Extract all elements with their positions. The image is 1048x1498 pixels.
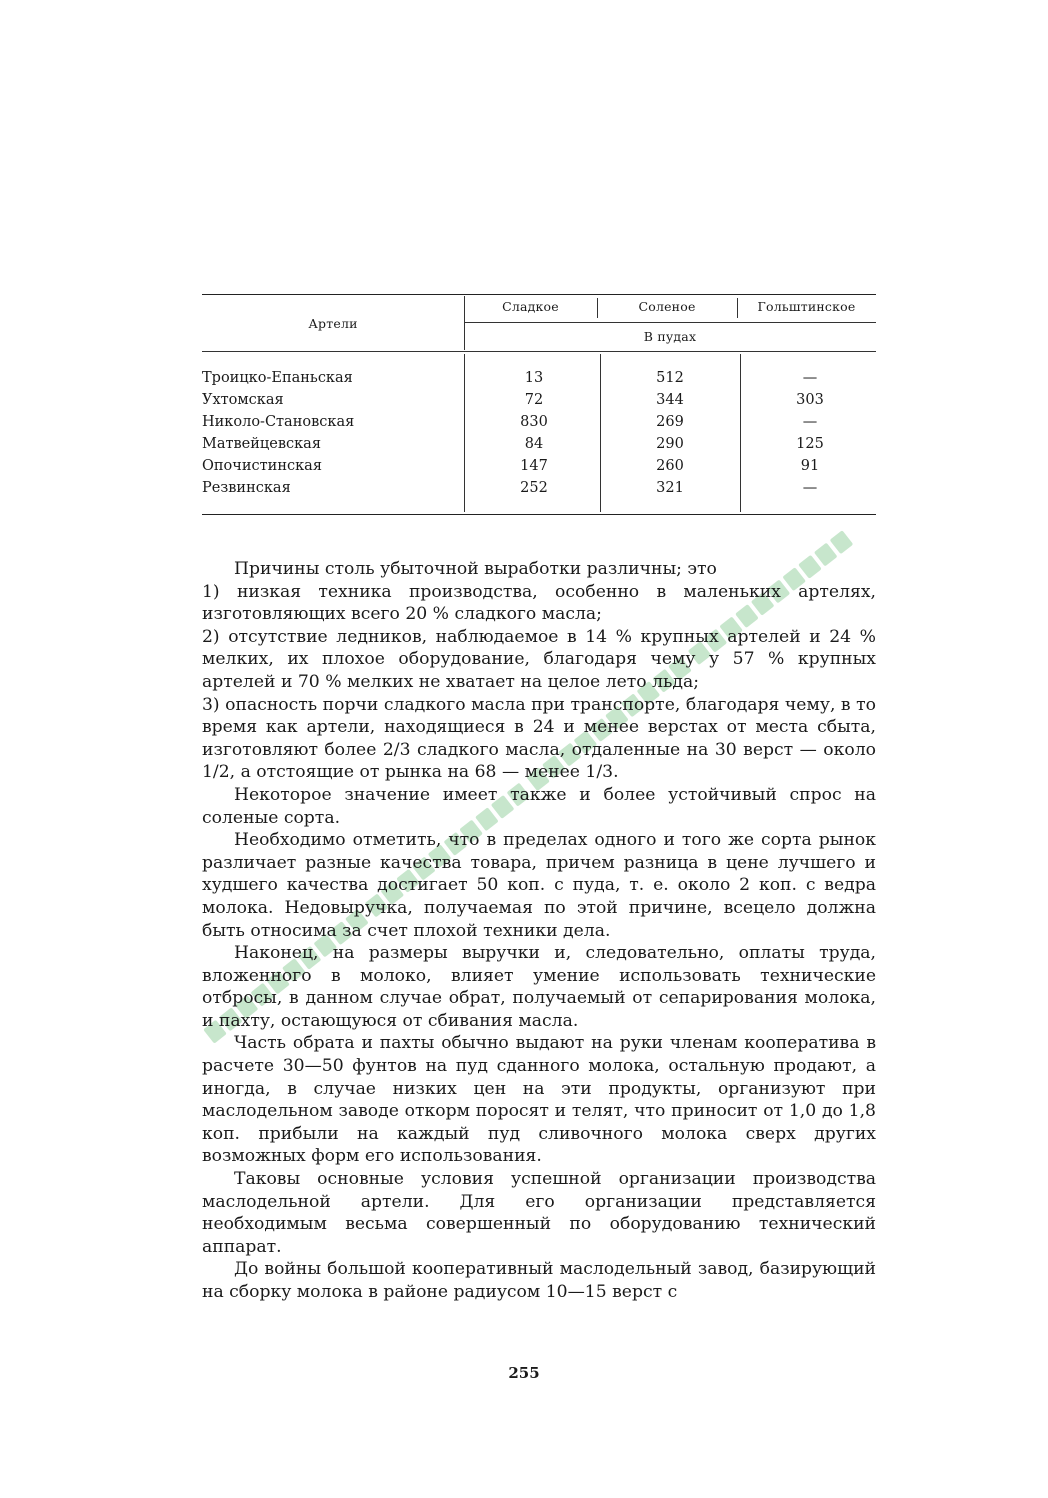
cell-sweet: 84 (524, 436, 544, 452)
body-divider-1 (464, 354, 465, 512)
row-name: Троицко-Епаньская (202, 370, 353, 386)
cell-holstein: 303 (796, 392, 824, 408)
page-number: 255 (508, 1364, 540, 1382)
cell-salted: 344 (656, 392, 684, 408)
body-divider-2 (600, 354, 601, 512)
cell-salted: 260 (656, 458, 684, 474)
cell-holstein: — (802, 370, 818, 386)
col-header-sweet: Сладкое (502, 299, 559, 314)
cell-sweet: 830 (520, 414, 548, 430)
col-header-holstein: Гольштинское (757, 299, 856, 314)
cell-holstein: — (802, 480, 818, 496)
paragraph: Необходимо отметить, что в пределах одного и того же сорта рынок различает разные качества товара, причем разница в цене лучшего и худшего качества достигает 50 коп. с пуда, т. е. около 2 коп. с ведра молока. Недовыручка, получаемая по этой причине, всецело должна быть относима за счет плохой техники дела. (202, 830, 876, 941)
row-name: Матвейцевская (202, 436, 321, 452)
body-text (202, 558, 876, 1304)
paragraph: Часть обрата и пахты обычно выдают на руки членам кооператива в расчете 30—50 фунтов на пуд сданного молока, остальную продают, а иногда, в случае низких цен на эти продукты, организуют при маслодельном заводе откорм поросят и телят, что приносит от 1,0 до 1,8 коп. прибыли на каждый пуд сливочного молока сверх других возможных форм его использования. (202, 1033, 876, 1167)
cell-sweet: 72 (524, 392, 544, 408)
cell-holstein: 125 (796, 436, 824, 452)
cell-holstein: — (802, 414, 818, 430)
row-name: Резвинская (202, 480, 291, 496)
paragraph: 2) отсутствие ледников, наблюдаемое в 14 % крупных артелей и 24 % мелких, их плохое оборудование, благодаря чему у 57 % крупных артелей и 70 % мелких не хватает на целое лето льда; (202, 626, 876, 692)
col-header-salted: Соленое (638, 299, 696, 314)
cell-salted: 321 (656, 480, 684, 496)
table-top-rule (202, 294, 876, 295)
paragraph: Некоторое значение имеет также и более устойчивый спрос на соленые сорта. (202, 784, 876, 828)
paragraph: 1) низкая техника производства, особенно в маленьких артелях, изготовляющих всего 20 % сладкого масла; (202, 581, 876, 625)
row-name: Опочистинская (202, 458, 322, 474)
body-divider-3 (740, 354, 741, 512)
header-mid-rule (464, 322, 876, 323)
row-name: Ухтомская (202, 392, 284, 408)
cell-sweet: 252 (520, 480, 548, 496)
cell-sweet: 147 (520, 458, 548, 474)
paragraph: Причины столь убыточной выработки различны; это (234, 559, 717, 579)
table-bottom-rule (202, 514, 876, 515)
header-bottom-rule (202, 351, 876, 352)
paragraph: До войны большой кооперативный маслодельный завод, базирующий на сборку молока в районе радиусом 10—15 верст с (202, 1259, 876, 1302)
row-header: Артели (308, 316, 358, 331)
cell-sweet: 13 (524, 370, 544, 386)
paragraph: Наконец, на размеры выручки и, следовательно, оплаты труда, вложенного в молоко, влияет умение использовать технические отбросы, в данном случае обрат, получаемый от сепарирования молока, и пахту, остающуюся от сбивания масла. (202, 943, 876, 1031)
cell-salted: 269 (656, 414, 684, 430)
paragraph: Таковы основные условия успешной организации производства маслодельной артели. Для его организации представляется необходимым весьма совершенный по оборудованию технический аппарат. (202, 1169, 876, 1257)
paragraph: 3) опасность порчи сладкого масла при транспорте, благодаря чему, в то время как артели, находящиеся в 24 и менее верстах от места сбыта, изготовляют более 2/3 сладкого масла, отдаленные на 30 верст — около 1/2, а отстоящие от рынка на 68 — менее 1/3. (202, 694, 876, 783)
cell-holstein: 91 (800, 458, 820, 474)
cell-salted: 290 (656, 436, 684, 452)
unit-label: В пудах (643, 329, 697, 344)
row-name: Николо-Становская (202, 414, 355, 430)
cell-salted: 512 (656, 370, 684, 386)
